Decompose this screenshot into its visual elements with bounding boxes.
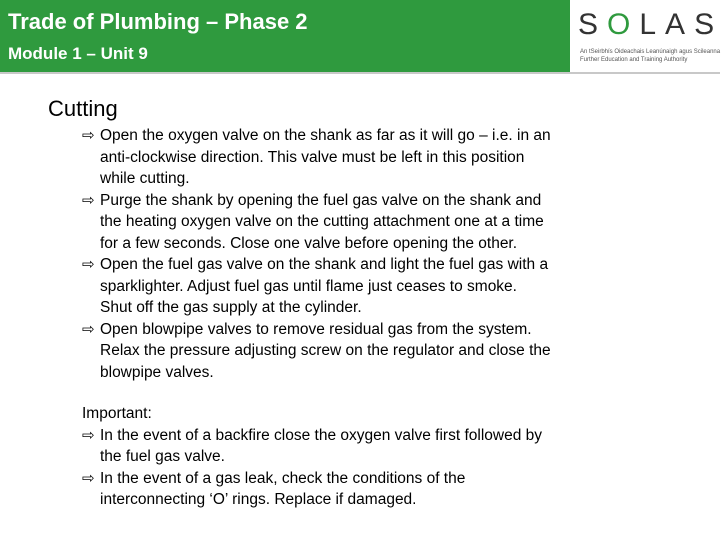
content-body <box>82 125 682 511</box>
list-item-line: the fuel gas valve. <box>100 448 225 465</box>
list-item-line: In the event of a backfire close the oxygen valve first followed by <box>100 426 542 444</box>
list-item-line: for a few seconds. Close one valve before opening the other. <box>100 234 518 252</box>
arrow-right-outline-icon: ⇨ <box>82 127 95 144</box>
arrow-right-outline-icon: ⇨ <box>82 320 95 338</box>
list-item-line: Open the fuel gas valve on the shank and light the fuel gas with a <box>100 256 549 273</box>
list-item-line: while cutting. <box>100 170 190 187</box>
list-item-line: Purge the shank by opening the fuel gas valve on the shank and <box>100 191 542 209</box>
solas-logo <box>578 8 723 68</box>
arrow-right-outline-icon: ⇨ <box>82 256 95 273</box>
list-item <box>82 254 682 319</box>
arrow-right-outline-icon: ⇨ <box>82 191 95 209</box>
arrow-right-outline-icon: ⇨ <box>82 426 95 444</box>
logo-tagline <box>580 48 720 64</box>
list-item <box>82 425 682 468</box>
header-divider <box>0 72 720 74</box>
header-band <box>0 0 570 72</box>
list-item-line: In the event of a gas leak, check the conditions of the <box>100 469 466 487</box>
logo-tagline-line: Further Education and Training Authority <box>580 57 688 63</box>
logo-tagline-line: An tSeirbhís Oideachais Leanúnaigh agus Scileanna <box>580 49 721 55</box>
logo-wordmark <box>578 8 723 42</box>
list-item <box>82 468 682 511</box>
list-item-line: Open the oxygen valve on the shank as far as it will go – i.e. in an <box>100 127 551 144</box>
list-item-line: Open blowpipe valves to remove residual gas from the system. <box>100 320 532 338</box>
list-item-line: anti-clockwise direction. This valve must be left in this position <box>100 148 525 166</box>
important-label: Important: <box>82 405 152 422</box>
important-block <box>82 403 682 511</box>
page-title: Trade of Plumbing – Phase 2 <box>8 9 308 34</box>
section-title: Cutting <box>48 96 118 121</box>
arrow-right-outline-icon: ⇨ <box>82 469 95 487</box>
list-item-line: the heating oxygen valve on the cutting attachment one at a time <box>100 213 544 230</box>
list-item-line: sparklighter. Adjust fuel gas until flame just ceases to smoke. <box>100 277 517 295</box>
list-item <box>82 319 682 384</box>
list-item <box>82 125 682 190</box>
list-item-line: interconnecting ‘O’ rings. Replace if damaged. <box>100 491 417 508</box>
list-item <box>82 190 682 255</box>
page-subtitle: Module 1 – Unit 9 <box>8 44 148 63</box>
list-item-line: Shut off the gas supply at the cylinder. <box>100 299 362 316</box>
list-item-line: blowpipe valves. <box>100 363 214 381</box>
list-item-line: Relax the pressure adjusting screw on the regulator and close the <box>100 342 551 359</box>
logo-letters: SOLAS <box>578 8 723 41</box>
